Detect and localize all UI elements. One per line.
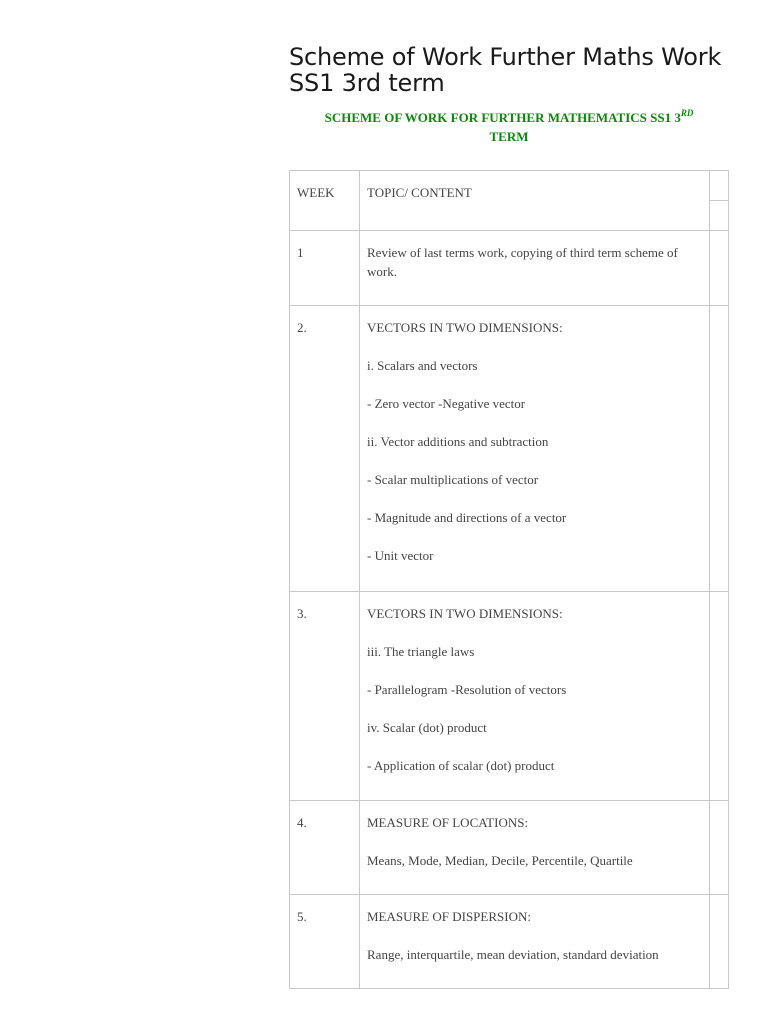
extra-cell — [710, 592, 729, 801]
topic-cell — [360, 306, 710, 592]
topic-line: - Zero vector -Negative vector — [367, 396, 526, 411]
topic-line: - Scalar multiplications of vector — [367, 472, 539, 487]
subtitle-main: SCHEME OF WORK FOR FURTHER MATHEMATICS SS1 3 — [324, 110, 681, 125]
header-week-label: WEEK — [297, 185, 335, 200]
extra-cell — [710, 306, 729, 592]
week-cell — [290, 801, 360, 895]
week-cell — [290, 306, 360, 592]
week-number: 4. — [297, 815, 307, 830]
header-extra-divider — [710, 171, 728, 201]
subtitle-end: TERM — [489, 129, 529, 144]
week-number: 3. — [297, 606, 307, 621]
extra-cell — [710, 801, 729, 895]
week-cell — [290, 592, 360, 801]
topic-line: MEASURE OF LOCATIONS: — [367, 815, 529, 830]
week-cell — [290, 895, 360, 989]
subtitle-superscript: RD — [680, 108, 694, 118]
topic-line: ii. Vector additions and subtraction — [367, 434, 549, 449]
topic-line: iii. The triangle laws — [367, 644, 475, 659]
topic-line: Review of last terms work, copying of third term scheme of work. — [367, 245, 678, 279]
week-number: 5. — [297, 909, 307, 924]
topic-line: - Magnitude and directions of a vector — [367, 510, 567, 525]
topic-line: VECTORS IN TWO DIMENSIONS: — [367, 320, 563, 335]
week-cell — [290, 231, 360, 306]
page-title: Scheme of Work Further Maths Work SS1 3rd term — [289, 43, 722, 97]
week-number: 2. — [297, 320, 307, 335]
table-row — [290, 231, 729, 306]
document-subtitle — [289, 108, 729, 146]
table-row — [290, 801, 729, 895]
topic-cell — [360, 801, 710, 895]
topic-cell — [360, 231, 710, 306]
header-week — [290, 171, 360, 231]
header-topic-label: TOPIC/ CONTENT — [367, 185, 472, 200]
topic-cell — [360, 895, 710, 989]
scheme-table — [289, 170, 729, 989]
topic-line: - Application of scalar (dot) product — [367, 758, 555, 773]
topic-line: i. Scalars and vectors — [367, 358, 478, 373]
header-topic — [360, 171, 710, 231]
extra-cell — [710, 231, 729, 306]
table-row — [290, 592, 729, 801]
topic-line: - Parallelogram -Resolution of vectors — [367, 682, 567, 697]
topic-cell — [360, 592, 710, 801]
topic-line: VECTORS IN TWO DIMENSIONS: — [367, 606, 563, 621]
topic-line: MEASURE OF DISPERSION: — [367, 909, 531, 924]
extra-cell — [710, 895, 729, 989]
topic-line: iv. Scalar (dot) product — [367, 720, 487, 735]
topic-line: - Unit vector — [367, 548, 434, 563]
topic-line: Range, interquartile, mean deviation, standard deviation — [367, 947, 659, 962]
header-extra-cell — [710, 171, 729, 231]
table-row — [290, 895, 729, 989]
topic-line: Means, Mode, Median, Decile, Percentile, Quartile — [367, 853, 633, 868]
article — [289, 44, 729, 146]
table-row — [290, 306, 729, 592]
table-header-row — [290, 171, 729, 231]
week-number: 1 — [297, 245, 304, 260]
